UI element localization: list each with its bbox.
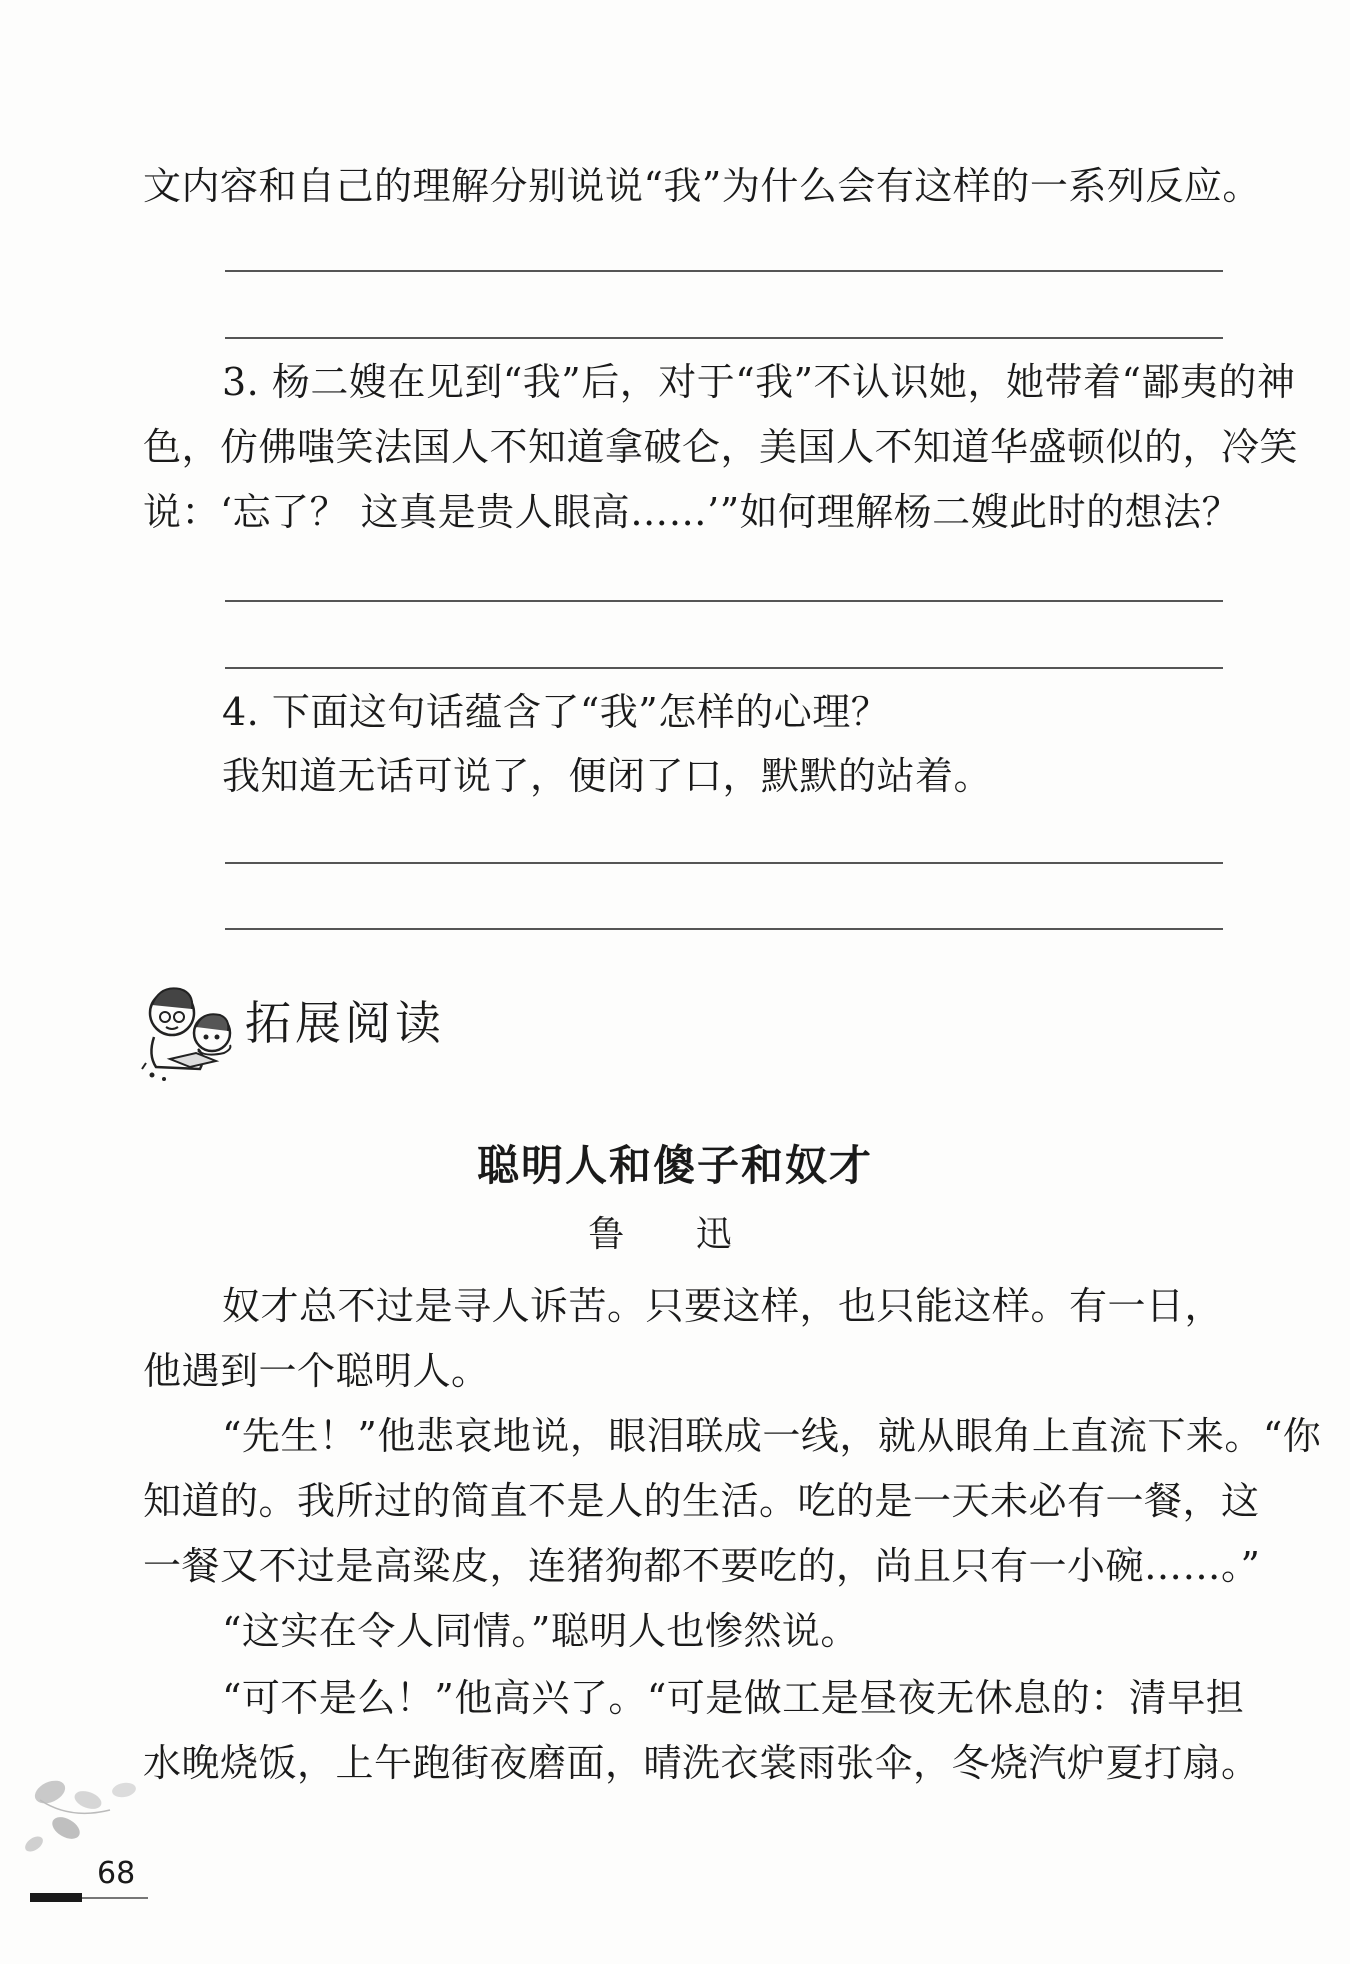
article-paragraph-line: “先生！”他悲哀地说，眼泪联成一线，就从眼角上直流下来。“你	[222, 1414, 1322, 1458]
section-title: 拓展阅读	[245, 996, 445, 1050]
answer-line	[225, 270, 1223, 272]
answer-line	[225, 337, 1223, 339]
article-paragraph-line: 他遇到一个聪明人。	[143, 1349, 490, 1393]
answer-line	[225, 600, 1223, 602]
question-4-line-2: 我知道无话可说了，便闭了口，默默的站着。	[222, 754, 993, 798]
footer-rule	[82, 1897, 148, 1899]
answer-line	[225, 928, 1223, 930]
article-paragraph-line: 知道的。我所过的简直不是人的生活。吃的是一天未必有一餐，这	[143, 1479, 1260, 1523]
answer-line	[225, 667, 1223, 669]
article-paragraph-line: 一餐又不过是高粱皮，连猪狗都不要吃的，尚且只有一小碗……。”	[143, 1544, 1261, 1588]
page-number: 68	[97, 1856, 136, 1891]
article-paragraph-line: 奴才总不过是寻人诉苦。只要这样，也只能这样。有一日，	[222, 1284, 1224, 1328]
question-3-line-3: 说：‘忘了？ 这真是贵人眼高……’”如何理解杨二嫂此时的想法？	[143, 490, 1241, 534]
footer-bar	[30, 1893, 82, 1902]
question-3-line-2: 色，仿佛嗤笑法国人不知道拿破仑，美国人不知道华盛顿似的，冷笑	[143, 425, 1299, 469]
article-author: 鲁 迅	[588, 1214, 762, 1255]
question-4-line-1: 4. 下面这句话蕴含了“我”怎样的心理？	[222, 690, 890, 734]
article-paragraph-line: “可不是么！”他高兴了。“可是做工是昼夜无休息的：清早担	[222, 1676, 1245, 1720]
article-title: 聪明人和傻子和奴才	[476, 1141, 873, 1190]
article-paragraph-line: 水晚烧饭，上午跑街夜磨面，晴洗衣裳雨张伞，冬烧汽炉夏打扇。	[143, 1741, 1260, 1785]
question-3-line-1: 3. 杨二嫂在见到“我”后，对于“我”不认识她，她带着“鄙夷的神	[222, 360, 1296, 404]
question-2-tail: 文内容和自己的理解分别说说“我”为什么会有这样的一系列反应。	[143, 164, 1261, 208]
leaf-decoration-icon	[20, 1770, 160, 1870]
article-paragraph-line: “这实在令人同情。”聪明人也惨然说。	[222, 1609, 859, 1653]
answer-line	[225, 862, 1223, 864]
